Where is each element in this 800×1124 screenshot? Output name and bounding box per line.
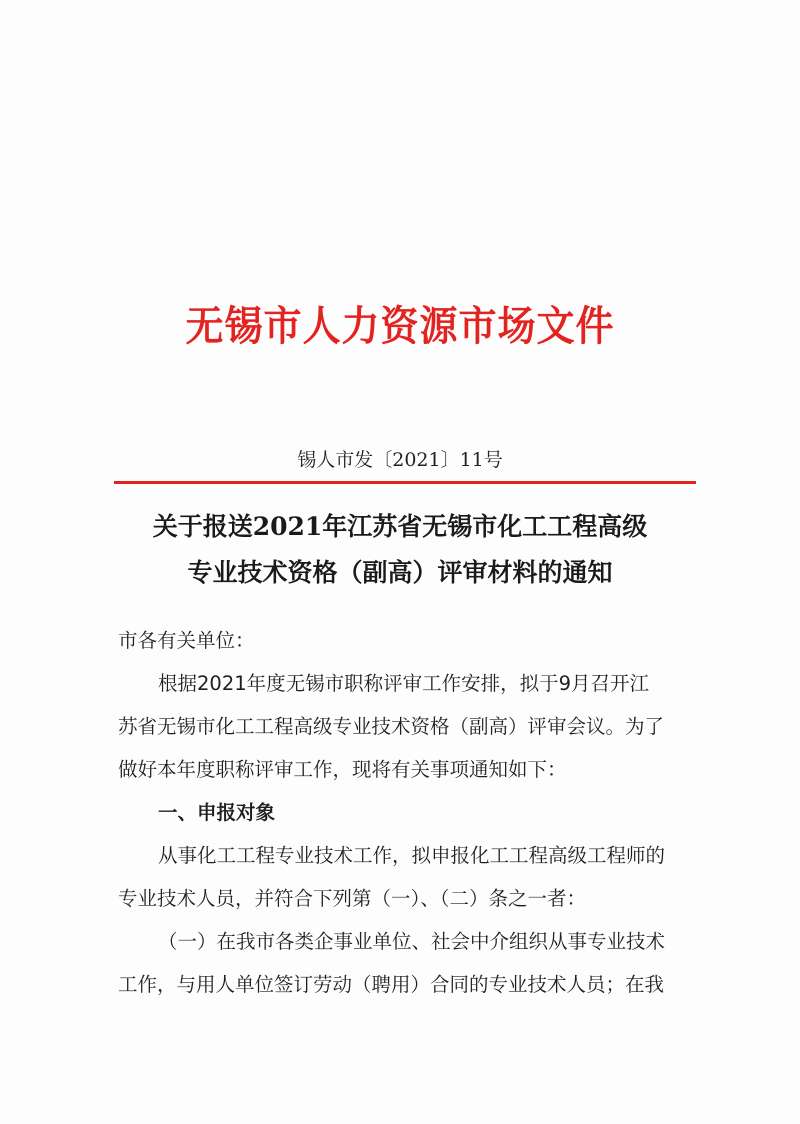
document-title-line-1: 关于报送2021年江苏省无锡市化工工程高级 xyxy=(152,512,648,541)
paragraph-3-line-1: （一）在我市各类企事业单位、社会中介组织从事专业技术 xyxy=(158,930,666,953)
paragraph-3-line-2: 工作，与用人单位签订劳动（聘用）合同的专业技术人员；在我 xyxy=(118,973,665,996)
paragraph-1-line-3: 做好本年度职称评审工作，现将有关事项通知如下： xyxy=(118,758,567,781)
masthead-title: 无锡市人力资源市场文件 xyxy=(185,301,615,350)
document-number: 锡人市发〔2021〕11号 xyxy=(297,449,503,471)
paragraph-1-line-1: 根据2021年度无锡市职称评审工作安排，拟于9月召开江 xyxy=(158,672,650,695)
paragraph-2-line-2: 专业技术人员，并符合下列第（一）、（二）条之一者： xyxy=(118,887,587,910)
red-divider-line xyxy=(114,481,696,484)
salutation: 市各有关单位： xyxy=(118,629,255,652)
document-title-line-2: 专业技术资格（副高）评审材料的通知 xyxy=(187,558,613,587)
document-title xyxy=(0,504,800,596)
section-1-heading: 一、申报对象 xyxy=(158,801,276,824)
paragraph-2-line-1: 从事化工工程专业技术工作，拟申报化工工程高级工程师的 xyxy=(158,844,666,867)
paragraph-1-line-2: 苏省无锡市化工工程高级专业技术资格（副高）评审会议。为了 xyxy=(118,715,665,738)
document-body xyxy=(118,619,700,1006)
